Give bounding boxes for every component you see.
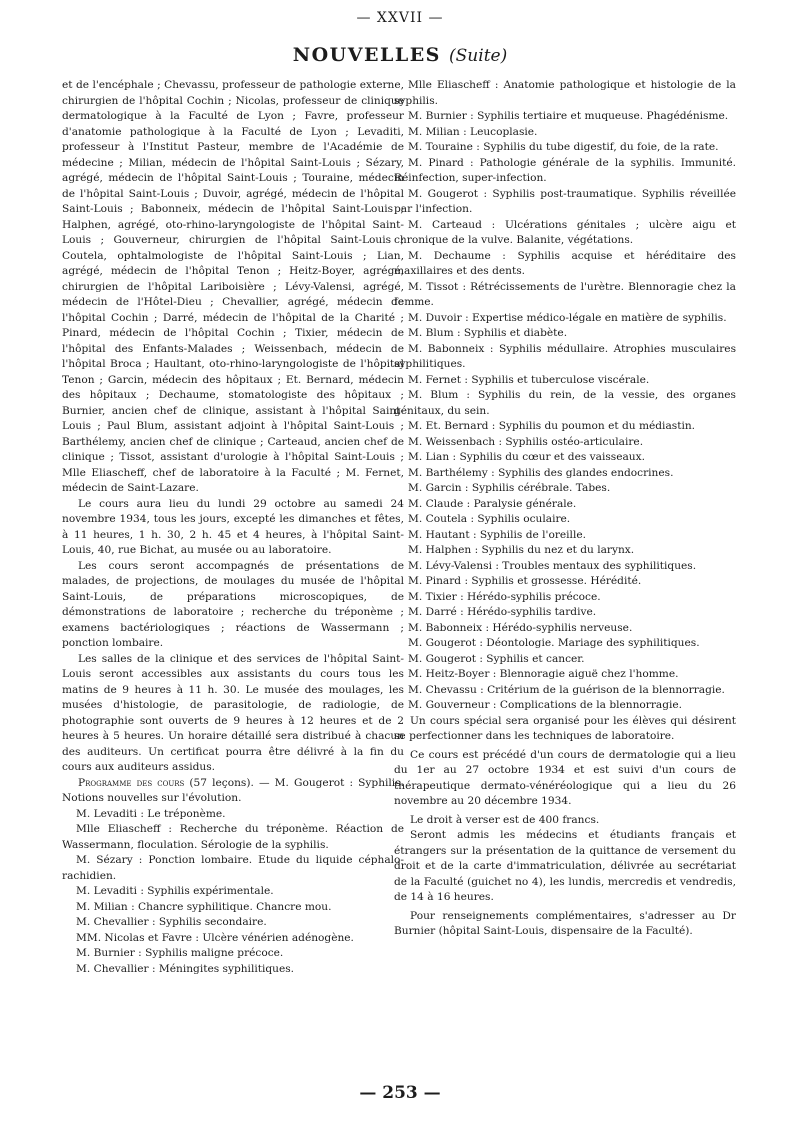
lecture-item: M. Claude : Paralysie générale. [408,497,577,510]
admission-paragraph: Seront admis les médecins et étudiants français et étrangers sur la présentation de la quittance de versement du droit et de la carte d'immatriculation, délivrée au secrétariat de la Faculté (guichet no 4), les lundis, mercredis et vendredis, de 14 à 16 heures. [394,829,736,903]
lecture-item: M. Gougerot : Syphilis post-traumatique. Syphilis réveillée par l'infection. [394,187,736,215]
lecture-item: M. Dechaume : Syphilis acquise et héréditaire des maxillaires et des dents. [394,249,736,277]
lecture-item: Mlle Eliascheff : Recherche du tréponème. Réaction de Wassermann, floculation. Sérologie de la syphilis. [62,823,404,851]
lecture-item: M. Duvoir : Expertise médico-légale en matière de syphilis. [408,311,727,324]
lecture-item: M. Lian : Syphilis du cœur et des vaisseaux. [408,451,645,463]
lecture-item: M. Lévy-Valensi : Troubles mentaux des syphilitiques. [408,559,697,572]
related-courses-paragraph: Ce cours est précédé d'un cours de dermatologie qui a lieu du 1er au 27 octobre 1934 et est suivi d'un cours de thérapeutique dermato-vénéréologique qui a lieu du 26 novembre au 20 décembre 1934. [394,748,736,807]
left-column [62,78,404,977]
lecture-item: M. Chevassu : Critérium de la guérison de la blennorragie. [408,683,725,696]
information-paragraph: Pour renseignements complémentaires, s'adresser au Dr Burnier (hôpital Saint-Louis, dispensaire de la Faculté). [394,909,736,937]
lecture-item: M. Hautant : Syphilis de l'oreille. [408,528,586,541]
program-label: Programme des cours [78,776,185,789]
lecture-item: M. Touraine : Syphilis du tube digestif, du foie, de la rate. [408,141,719,153]
lecture-item: M. Heitz-Boyer : Blennoragie aiguë chez l'homme. [408,668,679,680]
lecture-item: M. Pinard : Pathologie générale de la syphilis. Immunité. Réinfection, super-infection. [394,156,736,184]
lecture-item: M. Milian : Chancre syphilitique. Chancre mou. [76,900,332,913]
lecture-item: M. Halphen : Syphilis du nez et du larynx. [408,544,635,556]
activities-paragraph: Les cours seront accompagnés de présentations de malades, de projections, de moulages du musée de l'hôpital Saint-Louis, de préparations microscopiques, de démonstrations de laboratoire ; recherche du tréponème ; examens bactériologiques ; réactions de Wassermann ; ponction lombaire. [62,559,404,649]
lecture-item: M. Milian : Leucoplasie. [408,125,538,138]
faculty-list-paragraph: et de l'encéphale ; Chevassu, professeur de pathologie externe, chirurgien de l'hôpital Cochin ; Nicolas, professeur de clinique dermatologique à la Faculté de Lyon ; Favre, professeur d'anatomie pathologique à la Faculté de Lyon ; Levaditi, professeur à l'Institut Pasteur, membre de l'Académie de médecine ; Milian, médecin de l'hôpital Saint-Louis ; Sézary, agrégé, médecin de l'hôpital Saint-Louis ; Touraine, médecin de l'hôpital Saint-Louis ; Duvoir, agrégé, médecin de l'hôpital Saint-Louis ; Babonneix, médecin de l'hôpital Saint-Louis ; Halphen, agrégé, oto-rhino-laryngologiste de l'hôpital Saint-Louis ; Gouverneur, chirurgien de l'hôpital Saint-Louis ; Coutela, ophtalmologiste de l'hôpital Saint-Louis ; Lian, agrégé, médecin de l'hôpital Tenon ; Heitz-Boyer, agrégé, chirurgien de l'hôpital Lariboisière ; Lévy-Valensi, agrégé, médecin de l'Hôtel-Dieu ; Chevallier, agrégé, médecin de l'hôpital Cochin ; Darré, médecin de l'hôpital de la Charité ; Pinard, médecin de l'hôpital Cochin ; Tixier, médecin de l'hôpital des Enfants-Malades ; Weissenbach, médecin de l'hôpital Broca ; Haultant, oto-rhino-laryngologiste de l'hôpital Tenon ; Garcin, médecin des hôpitaux ; Et. Bernard, médecin des hôpitaux ; Dechaume, stomatologiste des hôpitaux ; Burnier, ancien chef de clinique, assistant à l'hôpital Saint-Louis ; Paul Blum, assistant adjoint à l'hôpital Saint-Louis ; Barthélemy, ancien chef de clinique ; Carteaud, ancien chef de clinique ; Tissot, assistant d'urologie à l'hôpital Saint-Louis ; Mlle Eliascheff, chef de laboratoire à la Faculté ; M. Fernet, médecin de Saint-Lazare. [62,79,404,494]
special-course-paragraph: Un cours spécial sera organisé pour les élèves qui désirent se perfectionner dans les techniques de laboratoire. [394,714,736,742]
fee-paragraph: Le droit à verser est de 400 francs. [410,813,600,826]
program-heading [62,776,404,807]
page-number: — 253 — [359,1083,441,1103]
lecture-item: M. Chevallier : Méningites syphilitiques. [76,962,295,975]
program-intro: (57 leçons). — M. Gougerot : Syphilis. Notions nouvelles sur l'évolution. [62,776,404,804]
lecture-item: M. Et. Bernard : Syphilis du poumon et du médiastin. [408,420,696,432]
right-column [394,78,736,940]
schedule-paragraph: Le cours aura lieu du lundi 29 octobre au samedi 24 novembre 1934, tous les jours, excepté les dimanches et fêtes, à 11 heures, 1 h. 30, 2 h. 45 et 4 heures, à l'hôpital Saint-Louis, 40, rue Bichat, au musée ou au laboratoire. [62,497,404,556]
lecture-item: M. Tixier : Hérédo-syphilis précoce. [408,590,601,603]
lecture-item: M. Gougerot : Déontologie. Mariage des syphilitiques. [408,637,700,649]
lecture-item: M. Babonneix : Hérédo-syphilis nerveuse. [408,621,633,634]
lecture-item: MM. Nicolas et Favre : Ulcère vénérien adénogène. [76,931,354,944]
right-lecture-list [394,78,736,714]
title-suite: (Suite) [449,46,508,66]
lecture-item: M. Blum : Syphilis et diabète. [408,327,568,339]
lecture-item: M. Burnier : Syphilis maligne précoce. [76,947,284,959]
lecture-item: M. Levaditi : Syphilis expérimentale. [76,885,274,897]
lecture-item: M. Fernet : Syphilis et tuberculose viscérale. [408,373,650,386]
access-paragraph: Les salles de la clinique et des services de l'hôpital Saint-Louis seront accessibles aux assistants du cours tous les matins de 9 heures à 11 h. 30. Le musée des moulages, les musées d'histologie, de parasitologie, de radiologie, de photographie sont ouverts de 9 heures à 12 heures et de 2 heures à 5 heures. Un horaire détaillé sera distribué à chacun des auditeurs. Un certificat pourra être délivré à la fin du cours aux auditeurs assidus. [62,652,404,773]
lecture-item: M. Sézary : Ponction lombaire. Etude du liquide céphalo-rachidien. [62,854,404,882]
lecture-item: M. Weissenbach : Syphilis ostéo-articulaire. [408,435,644,448]
lecture-item: M. Babonneix : Syphilis médullaire. Atrophies musculaires syphilitiques. [394,342,736,370]
lecture-item: Mlle Eliascheff : Anatomie pathologique et histologie de la syphilis. [394,79,736,107]
roman-page-numeral: — XXVII — [356,10,444,26]
lecture-item: M. Tissot : Rétrécissements de l'urètre. Blennoragie chez la femme. [394,280,736,308]
lecture-item: M. Carteaud : Ulcérations génitales ; ulcère aigu et chronique de la vulve. Balanite, végétations. [394,218,736,246]
lecture-item: M. Blum : Syphilis du rein, de la vessie, des organes génitaux, du sein. [394,389,736,417]
lecture-item: M. Barthélemy : Syphilis des glandes endocrines. [408,466,674,479]
lecture-item: M. Chevallier : Syphilis secondaire. [76,916,267,928]
title-main: NOUVELLES [292,44,441,66]
lecture-item: M. Burnier : Syphilis tertiaire et muqueuse. Phagédénisme. [408,110,729,122]
page-title [0,44,800,66]
lecture-item: M. Darré : Hérédo-syphilis tardive. [408,606,597,618]
lecture-item: M. Gouverneur : Complications de la blennorragie. [408,699,683,711]
lecture-item: M. Garcin : Syphilis cérébrale. Tabes. [408,482,611,494]
lecture-item: M. Pinard : Syphilis et grossesse. Hérédité. [408,575,642,587]
lecture-item: M. Levaditi : Le tréponème. [76,807,226,820]
lecture-item: M. Gougerot : Syphilis et cancer. [408,652,585,665]
lecture-item: M. Coutela : Syphilis oculaire. [408,513,571,525]
left-lecture-list [62,807,404,978]
